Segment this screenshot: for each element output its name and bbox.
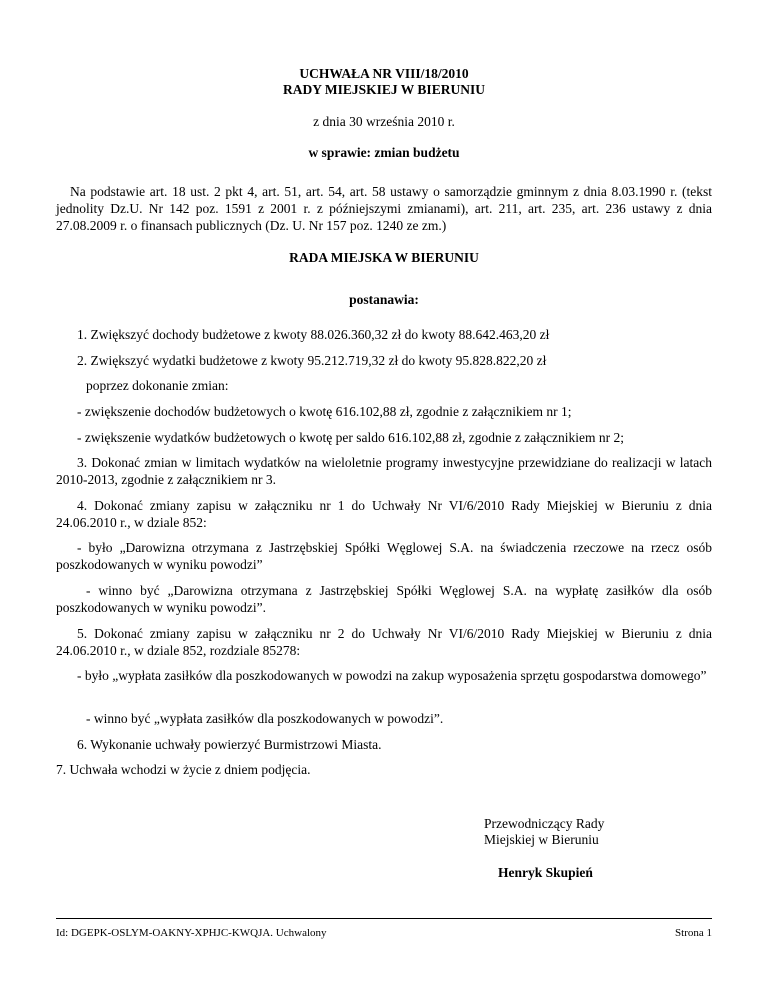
item-7: 7. Uchwała wchodzi w życie z dniem podjęcia. bbox=[56, 762, 311, 777]
item-6: 6. Wykonanie uchwały powierzyć Burmistrzowi Miasta. bbox=[77, 737, 382, 752]
resolution-subject: w sprawie: zmian budżetu bbox=[308, 145, 460, 160]
item-4-after: - winno być „Darowizna otrzymana z Jastrzębskiej Spółki Węglowej S.A. na wypłatę zasiłków dla osób poszkodowanych w wyniku powodzi”. bbox=[56, 583, 712, 615]
document-id: Id: DGEPK-OSLYM-OAKNY-XPHJC-KWQJA. Uchwalony bbox=[56, 927, 327, 939]
item-3: 3. Dokonać zmian w limitach wydatków na wieloletnie programy inwestycyjne przewidziane do realizacji w latach 2010-2013, zgodnie z załącznikiem nr 3. bbox=[56, 455, 712, 487]
item-5: 5. Dokonać zmiany zapisu w załączniku nr 2 do Uchwały Nr VI/6/2010 Rady Miejskiej w Bieruniu z dnia 24.06.2010 r., w dziale 852, rozdziale 85278: bbox=[56, 626, 712, 658]
item-4: 4. Dokonać zmiany zapisu w załączniku nr 1 do Uchwały Nr VI/6/2010 Rady Miejskiej w Bieruniu z dnia 24.06.2010 r., w dziale 852: bbox=[56, 498, 712, 530]
council-name: RADA MIEJSKA W BIERUNIU bbox=[289, 250, 479, 265]
item-5-before: - było „wypłata zasiłków dla poszkodowanych w powodzi na zakup wyposażenia sprzętu gospodarstwa domowego” bbox=[77, 668, 707, 683]
item-5-after: - winno być „wypłata zasiłków dla poszkodowanych w powodzi”. bbox=[86, 711, 444, 726]
page-number: Strona 1 bbox=[675, 927, 712, 939]
signatory-name: Henryk Skupień bbox=[498, 865, 593, 880]
item-2-change-a: - zwiększenie dochodów budżetowych o kwotę 616.102,88 zł, zgodnie z załącznikiem nr 1; bbox=[77, 404, 572, 419]
item-1: 1. Zwiększyć dochody budżetowe z kwoty 88.026.360,32 zł do kwoty 88.642.463,20 zł bbox=[77, 327, 550, 342]
title-line-1: UCHWAŁA NR VIII/18/2010 bbox=[299, 66, 469, 81]
item-2-change-b: - zwiększenie wydatków budżetowych o kwotę per saldo 616.102,88 zł, zgodnie z załącznikiem nr 2; bbox=[77, 430, 624, 445]
footer-divider bbox=[56, 918, 712, 919]
title-line-2: RADY MIEJSKIEJ W BIERUNIU bbox=[283, 82, 485, 97]
resolution-date: z dnia 30 września 2010 r. bbox=[313, 114, 455, 129]
resolves-heading: postanawia: bbox=[349, 292, 419, 307]
signature-role-line-1: Przewodniczący Rady bbox=[484, 816, 605, 831]
item-2-intro: poprzez dokonanie zmian: bbox=[86, 378, 229, 393]
item-2: 2. Zwiększyć wydatki budżetowe z kwoty 95.212.719,32 zł do kwoty 95.828.822,20 zł bbox=[77, 353, 547, 368]
legal-basis-paragraph: Na podstawie art. 18 ust. 2 pkt 4, art. 51, art. 54, art. 58 ustawy o samorządzie gminnym z dnia 8.03.1990 r. (tekst jednolity Dz.U. Nr 142 poz. 1591 z 2001 r. z późniejszymi zmianami), art. 211, art. 235, art. 236 ustawy z dnia 27.08.2009 r. o finansach publicznych (Dz. U. Nr 157 poz. 1240 ze zm.) bbox=[56, 184, 712, 233]
signature-role-line-2: Miejskiej w Bieruniu bbox=[484, 832, 599, 847]
item-4-before: - było „Darowizna otrzymana z Jastrzębskiej Spółki Węglowej S.A. na świadczenia rzeczowe na rzecz osób poszkodowanych w wyniku powodzi” bbox=[56, 540, 712, 572]
